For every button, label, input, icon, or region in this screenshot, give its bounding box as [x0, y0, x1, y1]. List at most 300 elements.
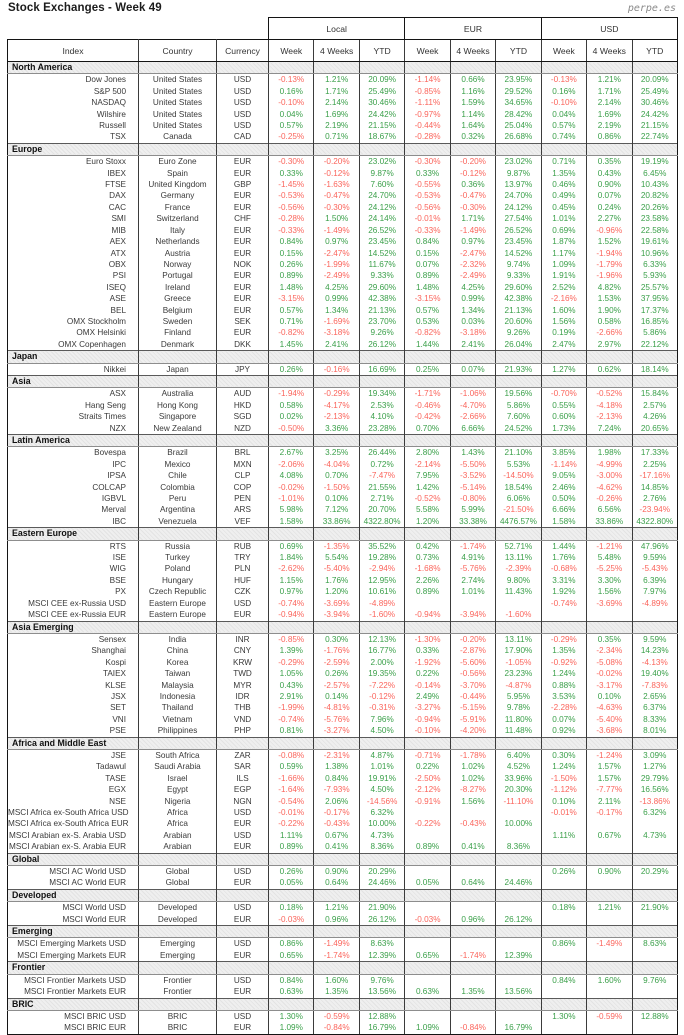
value-cell: [541, 950, 586, 962]
value-cell: 21.15%: [359, 120, 404, 131]
value-cell: 21.13%: [359, 305, 404, 316]
index-cell: Merval: [8, 504, 139, 515]
value-cell: 1.17%: [541, 248, 586, 259]
value-cell: -0.56%: [450, 668, 495, 679]
value-cell: -1.21%: [587, 540, 632, 552]
section-filler-cell: [450, 962, 495, 974]
currency-cell: COP: [217, 482, 269, 493]
value-cell: 0.05%: [405, 877, 450, 889]
country-cell: India: [139, 633, 217, 645]
value-cell: 2.11%: [587, 796, 632, 807]
section-filler-cell: [269, 889, 314, 901]
value-cell: -4.99%: [587, 459, 632, 470]
value-cell: -0.01%: [405, 213, 450, 224]
value-cell: [496, 974, 541, 986]
value-cell: -0.28%: [405, 131, 450, 143]
value-cell: -5.40%: [587, 714, 632, 725]
value-cell: [541, 609, 586, 621]
section-filler-cell: [587, 375, 632, 387]
currency-cell: EUR: [217, 190, 269, 201]
value-cell: -0.50%: [269, 423, 314, 435]
value-cell: -0.29%: [541, 633, 586, 645]
value-cell: 5.48%: [587, 552, 632, 563]
value-cell: -1.71%: [405, 388, 450, 400]
country-cell: Brazil: [139, 447, 217, 459]
section-filler-cell: [359, 528, 404, 540]
index-cell: ISEQ: [8, 282, 139, 293]
value-cell: 0.73%: [405, 552, 450, 563]
table-row: [8, 293, 678, 304]
value-cell: 0.10%: [587, 691, 632, 702]
value-cell: 33.86%: [587, 516, 632, 528]
value-cell: [587, 609, 632, 621]
currency-cell: TRY: [217, 552, 269, 563]
index-cell: MSCI Emerging Markets EUR: [8, 950, 139, 962]
value-cell: 2.57%: [632, 400, 677, 411]
value-cell: -1.60%: [359, 609, 404, 621]
section-filler-cell: [314, 737, 359, 749]
table-row: [8, 97, 678, 108]
value-cell: 9.59%: [632, 633, 677, 645]
value-cell: 0.33%: [405, 168, 450, 179]
value-cell: 1.92%: [541, 586, 586, 597]
value-cell: 23.58%: [632, 213, 677, 224]
value-cell: 3.09%: [632, 749, 677, 761]
value-cell: 1.01%: [541, 213, 586, 224]
table-row: [8, 691, 678, 702]
table-row: [8, 411, 678, 422]
currency-cell: NZD: [217, 423, 269, 435]
value-cell: 21.10%: [496, 447, 541, 459]
index-cell: OMX Stockholm: [8, 316, 139, 327]
currency-cell: USD: [217, 866, 269, 878]
section-filler-cell: [269, 351, 314, 363]
value-cell: -0.52%: [405, 493, 450, 504]
section-header-row: [8, 962, 678, 974]
section-filler-cell: [587, 528, 632, 540]
value-cell: 20.82%: [632, 190, 677, 201]
section-name: Emerging: [8, 926, 139, 938]
value-cell: -1.66%: [269, 773, 314, 784]
value-cell: 0.46%: [541, 179, 586, 190]
value-cell: 14.23%: [632, 645, 677, 656]
country-cell: Belgium: [139, 305, 217, 316]
currency-cell: TWD: [217, 668, 269, 679]
value-cell: -5.15%: [450, 702, 495, 713]
section-filler-cell: [496, 435, 541, 447]
section-filler-cell: [541, 62, 586, 74]
table-row: [8, 493, 678, 504]
value-cell: 1.59%: [450, 97, 495, 108]
value-cell: 25.04%: [496, 120, 541, 131]
value-cell: 0.71%: [314, 131, 359, 143]
value-cell: -0.13%: [269, 74, 314, 86]
value-cell: 0.07%: [541, 714, 586, 725]
section-filler-cell: [496, 737, 541, 749]
value-cell: 33.96%: [496, 773, 541, 784]
section-filler-cell: [139, 889, 217, 901]
section-header-row: [8, 435, 678, 447]
value-cell: 0.90%: [587, 866, 632, 878]
country-cell: Greece: [139, 293, 217, 304]
section-filler-cell: [450, 351, 495, 363]
section-filler-cell: [269, 998, 314, 1010]
value-cell: 0.81%: [269, 725, 314, 737]
section-filler-cell: [496, 889, 541, 901]
table-row: [8, 213, 678, 224]
value-cell: -0.08%: [269, 749, 314, 761]
value-cell: -7.93%: [314, 784, 359, 795]
value-cell: 0.15%: [269, 248, 314, 259]
value-cell: 1.58%: [541, 516, 586, 528]
country-cell: Ireland: [139, 282, 217, 293]
value-cell: -0.13%: [541, 74, 586, 86]
value-cell: 16.77%: [359, 645, 404, 656]
index-cell: Nikkei: [8, 363, 139, 375]
value-cell: -3.17%: [587, 680, 632, 691]
value-cell: 1.34%: [450, 305, 495, 316]
value-cell: 0.90%: [314, 866, 359, 878]
value-cell: -0.71%: [405, 749, 450, 761]
section-filler-cell: [587, 737, 632, 749]
section-filler-cell: [139, 737, 217, 749]
value-cell: [405, 598, 450, 609]
section-filler-cell: [632, 889, 677, 901]
section-filler-cell: [359, 143, 404, 155]
value-cell: 21.90%: [632, 902, 677, 914]
value-cell: -4.87%: [496, 680, 541, 691]
section-filler-cell: [496, 143, 541, 155]
value-cell: -1.49%: [587, 938, 632, 950]
section-filler-cell: [541, 351, 586, 363]
country-cell: Philippines: [139, 725, 217, 737]
value-cell: 18.67%: [359, 131, 404, 143]
value-cell: -0.17%: [314, 807, 359, 818]
value-cell: -2.39%: [496, 563, 541, 574]
value-cell: 1.24%: [541, 761, 586, 772]
section-filler-cell: [405, 889, 450, 901]
value-cell: 26.12%: [359, 914, 404, 926]
value-cell: 2.46%: [541, 482, 586, 493]
value-cell: -1.11%: [405, 97, 450, 108]
value-cell: -2.13%: [587, 411, 632, 422]
value-cell: 0.45%: [541, 202, 586, 213]
currency-cell: MYR: [217, 680, 269, 691]
section-filler-cell: [496, 528, 541, 540]
table-body: [8, 62, 678, 1035]
index-cell: Sensex: [8, 633, 139, 645]
section-filler-cell: [587, 998, 632, 1010]
country-cell: South Africa: [139, 749, 217, 761]
value-cell: [450, 807, 495, 818]
value-cell: -2.32%: [450, 259, 495, 270]
value-cell: [541, 986, 586, 998]
value-cell: 23.95%: [496, 74, 541, 86]
value-cell: 0.89%: [269, 270, 314, 281]
value-cell: -4.04%: [314, 459, 359, 470]
country-cell: United States: [139, 109, 217, 120]
value-cell: -2.50%: [405, 773, 450, 784]
value-cell: 5.58%: [405, 504, 450, 515]
value-cell: -2.47%: [450, 248, 495, 259]
table-row: [8, 388, 678, 400]
value-cell: 4322.80%: [632, 516, 677, 528]
value-cell: 23.02%: [496, 156, 541, 168]
value-cell: 20.70%: [359, 504, 404, 515]
value-cell: -5.25%: [587, 563, 632, 574]
currency-cell: JPY: [217, 363, 269, 375]
section-filler-cell: [359, 998, 404, 1010]
value-cell: 0.57%: [541, 120, 586, 131]
value-cell: -0.74%: [269, 714, 314, 725]
value-cell: 8.63%: [632, 938, 677, 950]
value-cell: [450, 938, 495, 950]
index-cell: IPSA: [8, 470, 139, 481]
currency-cell: KRW: [217, 657, 269, 668]
value-cell: 0.42%: [405, 540, 450, 552]
value-cell: -3.70%: [450, 680, 495, 691]
table-row: [8, 950, 678, 962]
value-cell: [541, 818, 586, 829]
value-cell: -3.27%: [405, 702, 450, 713]
value-cell: [450, 866, 495, 878]
value-cell: -0.56%: [269, 202, 314, 213]
value-cell: -3.94%: [314, 609, 359, 621]
value-cell: 3.31%: [541, 575, 586, 586]
value-cell: 0.99%: [450, 293, 495, 304]
country-cell: Global: [139, 877, 217, 889]
section-filler-cell: [587, 62, 632, 74]
country-cell: Colombia: [139, 482, 217, 493]
value-cell: 1.01%: [450, 586, 495, 597]
value-cell: [450, 1010, 495, 1022]
value-cell: -0.44%: [450, 691, 495, 702]
section-filler-cell: [405, 351, 450, 363]
value-cell: 2.52%: [541, 282, 586, 293]
section-filler-cell: [217, 889, 269, 901]
section-filler-cell: [217, 737, 269, 749]
value-cell: 4.26%: [632, 411, 677, 422]
section-filler-cell: [587, 853, 632, 865]
value-cell: 1.52%: [587, 236, 632, 247]
value-cell: 7.24%: [587, 423, 632, 435]
brand-link[interactable]: perpe.es: [627, 3, 676, 14]
section-name: Developed: [8, 889, 139, 901]
section-filler-cell: [496, 351, 541, 363]
value-cell: [632, 877, 677, 889]
table-row: [8, 225, 678, 236]
value-cell: -3.15%: [269, 293, 314, 304]
country-cell: France: [139, 202, 217, 213]
value-cell: 4.52%: [496, 761, 541, 772]
section-filler-cell: [359, 351, 404, 363]
value-cell: -3.00%: [587, 470, 632, 481]
value-cell: -2.94%: [359, 563, 404, 574]
value-cell: 2.26%: [405, 575, 450, 586]
country-cell: Finland: [139, 327, 217, 338]
section-filler-cell: [587, 962, 632, 974]
section-filler-cell: [632, 621, 677, 633]
table-row: [8, 447, 678, 459]
value-cell: 6.45%: [632, 168, 677, 179]
value-cell: 16.85%: [632, 316, 677, 327]
value-cell: 47.96%: [632, 540, 677, 552]
table-row: [8, 470, 678, 481]
value-cell: 1.09%: [541, 259, 586, 270]
value-cell: 1.09%: [405, 1022, 450, 1034]
section-filler-cell: [139, 998, 217, 1010]
value-cell: 4476.57%: [496, 516, 541, 528]
value-cell: 1.60%: [314, 974, 359, 986]
currency-cell: PHP: [217, 725, 269, 737]
country-cell: Sweden: [139, 316, 217, 327]
index-cell: IGBVL: [8, 493, 139, 504]
index-cell: MSCI Arabian ex-S. Arabia USD: [8, 830, 139, 841]
value-cell: 6.40%: [496, 749, 541, 761]
value-cell: -0.70%: [541, 388, 586, 400]
currency-cell: ILS: [217, 773, 269, 784]
currency-cell: EUR: [217, 986, 269, 998]
currency-cell: EUR: [217, 877, 269, 889]
value-cell: 1.56%: [450, 796, 495, 807]
value-cell: 0.33%: [405, 645, 450, 656]
value-cell: 7.12%: [314, 504, 359, 515]
value-cell: 0.35%: [587, 156, 632, 168]
value-cell: 3.30%: [587, 575, 632, 586]
stock-exchanges-table: [7, 17, 678, 1035]
value-cell: -1.30%: [405, 633, 450, 645]
value-cell: -0.14%: [405, 680, 450, 691]
value-cell: 2.14%: [314, 97, 359, 108]
section-filler-cell: [217, 853, 269, 865]
value-cell: [632, 914, 677, 926]
value-cell: [405, 830, 450, 841]
value-cell: 1.64%: [450, 120, 495, 131]
value-cell: 0.65%: [405, 950, 450, 962]
index-cell: MSCI Arabian ex-S. Arabia EUR: [8, 841, 139, 853]
value-cell: 4.25%: [314, 282, 359, 293]
group-header-local: Local: [269, 18, 405, 40]
value-cell: [496, 938, 541, 950]
col-header-week: Week: [269, 40, 314, 62]
value-cell: 25.57%: [632, 282, 677, 293]
value-cell: 0.65%: [269, 950, 314, 962]
value-cell: 0.15%: [405, 248, 450, 259]
table-row: [8, 702, 678, 713]
value-cell: 9.05%: [541, 470, 586, 481]
country-cell: Norway: [139, 259, 217, 270]
value-cell: 20.09%: [359, 74, 404, 86]
value-cell: 1.71%: [450, 213, 495, 224]
section-filler-cell: [217, 62, 269, 74]
value-cell: [541, 1022, 586, 1034]
country-cell: United States: [139, 120, 217, 131]
index-cell: BEL: [8, 305, 139, 316]
section-filler-cell: [139, 435, 217, 447]
value-cell: -0.29%: [314, 388, 359, 400]
value-cell: 9.33%: [359, 270, 404, 281]
value-cell: 28.42%: [496, 109, 541, 120]
index-cell: Kospi: [8, 657, 139, 668]
currency-cell: USD: [217, 830, 269, 841]
section-filler-cell: [632, 435, 677, 447]
value-cell: 16.79%: [359, 1022, 404, 1034]
index-cell: ATX: [8, 248, 139, 259]
value-cell: 2.80%: [405, 447, 450, 459]
value-cell: 1.11%: [541, 830, 586, 841]
value-cell: -3.94%: [450, 609, 495, 621]
country-cell: Portugal: [139, 270, 217, 281]
value-cell: 33.86%: [314, 516, 359, 528]
table-row: [8, 305, 678, 316]
value-cell: 2.71%: [359, 493, 404, 504]
index-cell: Russell: [8, 120, 139, 131]
table-row: [8, 120, 678, 131]
value-cell: 1.02%: [450, 773, 495, 784]
value-cell: -0.43%: [450, 818, 495, 829]
currency-cell: USD: [217, 120, 269, 131]
value-cell: -5.50%: [450, 459, 495, 470]
section-filler-cell: [587, 351, 632, 363]
value-cell: 0.89%: [405, 586, 450, 597]
index-cell: MSCI Africa ex-South Africa EUR: [8, 818, 139, 829]
value-cell: 19.40%: [632, 668, 677, 679]
value-cell: 0.60%: [541, 411, 586, 422]
value-cell: 9.87%: [359, 168, 404, 179]
value-cell: -2.66%: [450, 411, 495, 422]
value-cell: 20.26%: [632, 202, 677, 213]
value-cell: 23.28%: [359, 423, 404, 435]
value-cell: 9.76%: [359, 974, 404, 986]
section-filler-cell: [139, 926, 217, 938]
value-cell: -7.83%: [632, 680, 677, 691]
value-cell: -2.12%: [405, 784, 450, 795]
value-cell: 0.25%: [405, 363, 450, 375]
value-cell: -0.12%: [359, 691, 404, 702]
value-cell: 1.21%: [314, 74, 359, 86]
value-cell: 6.39%: [632, 575, 677, 586]
value-cell: 3.53%: [541, 691, 586, 702]
value-cell: 10.61%: [359, 586, 404, 597]
country-cell: United States: [139, 86, 217, 97]
value-cell: -1.35%: [314, 540, 359, 552]
value-cell: [587, 914, 632, 926]
col-header-week: Week: [405, 40, 450, 62]
index-cell: NSE: [8, 796, 139, 807]
section-filler-cell: [269, 435, 314, 447]
value-cell: 1.48%: [405, 282, 450, 293]
value-cell: 1.56%: [541, 316, 586, 327]
value-cell: [496, 830, 541, 841]
index-cell: SMI: [8, 213, 139, 224]
table-row: [8, 974, 678, 986]
country-cell: Hungary: [139, 575, 217, 586]
section-filler-cell: [496, 998, 541, 1010]
value-cell: 1.87%: [541, 236, 586, 247]
value-cell: -1.06%: [450, 388, 495, 400]
value-cell: 13.97%: [496, 179, 541, 190]
section-filler-cell: [541, 528, 586, 540]
section-filler-cell: [359, 889, 404, 901]
value-cell: 0.50%: [541, 493, 586, 504]
currency-cell: EUR: [217, 282, 269, 293]
currency-cell: PEN: [217, 493, 269, 504]
value-cell: -1.60%: [496, 609, 541, 621]
table-row: [8, 818, 678, 829]
value-cell: 0.69%: [269, 540, 314, 552]
value-cell: 21.13%: [496, 305, 541, 316]
value-cell: 1.45%: [269, 339, 314, 351]
